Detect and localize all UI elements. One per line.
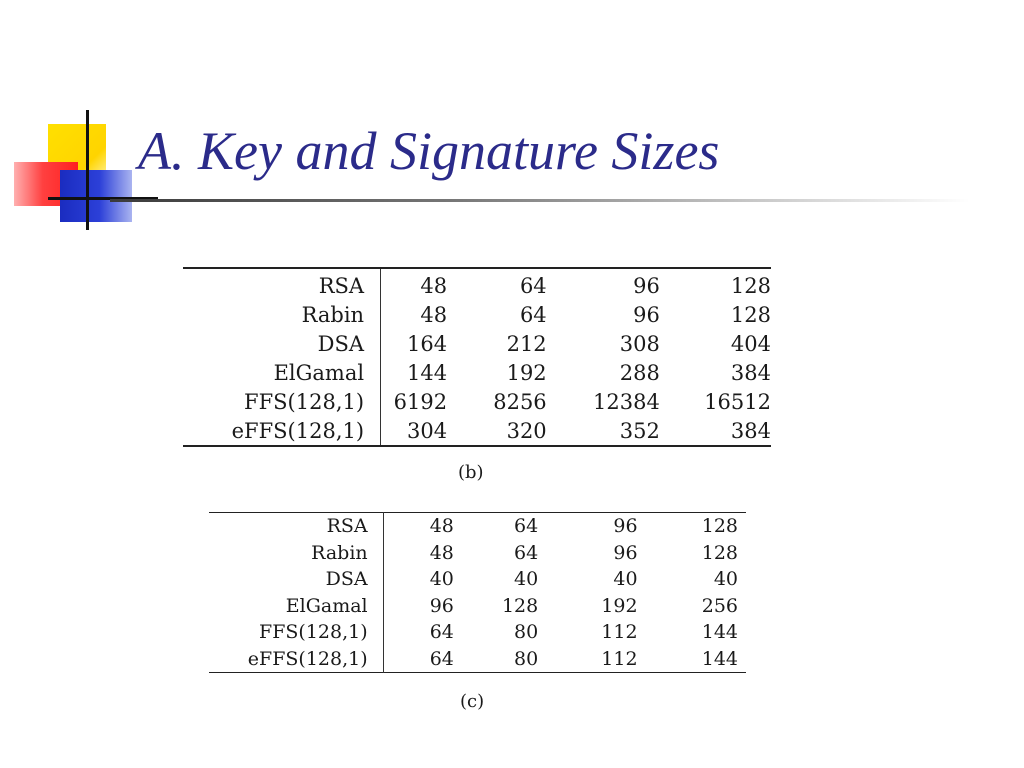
row-label: DSA [183,329,381,358]
table-cell: 64 [429,621,454,644]
title-underline [110,199,970,202]
table-row [183,300,771,329]
table-cell: 288 [619,360,660,385]
table-cell: 320 [506,418,547,443]
table-cell: 64 [514,541,539,564]
table-cell: 144 [701,621,738,644]
table-row [209,566,746,593]
table-cell: 352 [619,418,660,443]
logo-blue-square [60,170,132,222]
table-cell: 112 [601,621,638,644]
row-label: FFS(128,1) [183,387,381,416]
table-row [209,540,746,567]
slide-title: A. Key and Signature Sizes [138,121,720,181]
table-c [209,512,746,673]
table-cell: 212 [506,331,547,356]
table-row [183,416,771,446]
slide-logo-decoration [0,0,140,240]
table-cell: 384 [730,418,771,443]
table-cell: 308 [619,331,660,356]
table-cell: 48 [429,541,454,564]
table-cell: 64 [519,302,547,327]
row-label: ElGamal [209,593,383,620]
table-cell: 64 [429,647,454,670]
row-label: RSA [183,268,381,300]
table-row [183,387,771,416]
table-row [183,358,771,387]
table-cell: 192 [601,594,638,617]
table-cell: 128 [730,302,771,327]
table-row [183,329,771,358]
table-cell: 96 [613,541,638,564]
table-cell: 128 [730,273,771,298]
table-cell: 48 [420,302,448,327]
table-cell: 112 [601,647,638,670]
table-cell: 192 [506,360,547,385]
table-b-container [183,267,771,447]
table-row [209,646,746,673]
table-cell: 96 [633,302,660,327]
table-cell: 128 [701,541,738,564]
table-cell: 80 [514,621,539,644]
row-label: FFS(128,1) [209,619,383,646]
logo-vertical-line [86,110,89,230]
table-c-caption: (c) [460,691,485,712]
table-cell: 256 [701,594,738,617]
table-b-caption: (b) [458,462,484,483]
table-cell: 144 [701,647,738,670]
table-cell: 16512 [704,389,771,414]
row-label: eFFS(128,1) [209,646,383,673]
table-row [209,513,746,540]
table-cell: 96 [429,594,454,617]
table-b [183,267,771,447]
table-cell: 304 [407,418,448,443]
table-cell: 384 [730,360,771,385]
table-cell: 64 [514,515,539,538]
row-label: RSA [209,513,383,540]
table-cell: 40 [613,568,638,591]
table-cell: 404 [730,331,771,356]
table-cell: 80 [514,647,539,670]
table-cell: 40 [514,568,539,591]
table-cell: 48 [420,273,448,298]
row-label: eFFS(128,1) [183,416,381,446]
table-cell: 12384 [593,389,660,414]
table-cell: 164 [407,331,448,356]
table-cell: 96 [613,515,638,538]
table-cell: 144 [407,360,448,385]
table-cell: 128 [701,515,738,538]
row-label: ElGamal [183,358,381,387]
table-row [209,593,746,620]
table-cell: 48 [429,515,454,538]
table-cell: 8256 [493,389,547,414]
table-cell: 96 [633,273,660,298]
table-c-container [209,512,746,673]
table-cell: 64 [519,273,547,298]
row-label: DSA [209,566,383,593]
table-cell: 40 [713,568,738,591]
table-row [209,619,746,646]
row-label: Rabin [209,540,383,567]
row-label: Rabin [183,300,381,329]
table-row [183,268,771,300]
table-cell: 40 [429,568,454,591]
table-cell: 128 [501,594,539,617]
table-cell: 6192 [393,389,448,414]
